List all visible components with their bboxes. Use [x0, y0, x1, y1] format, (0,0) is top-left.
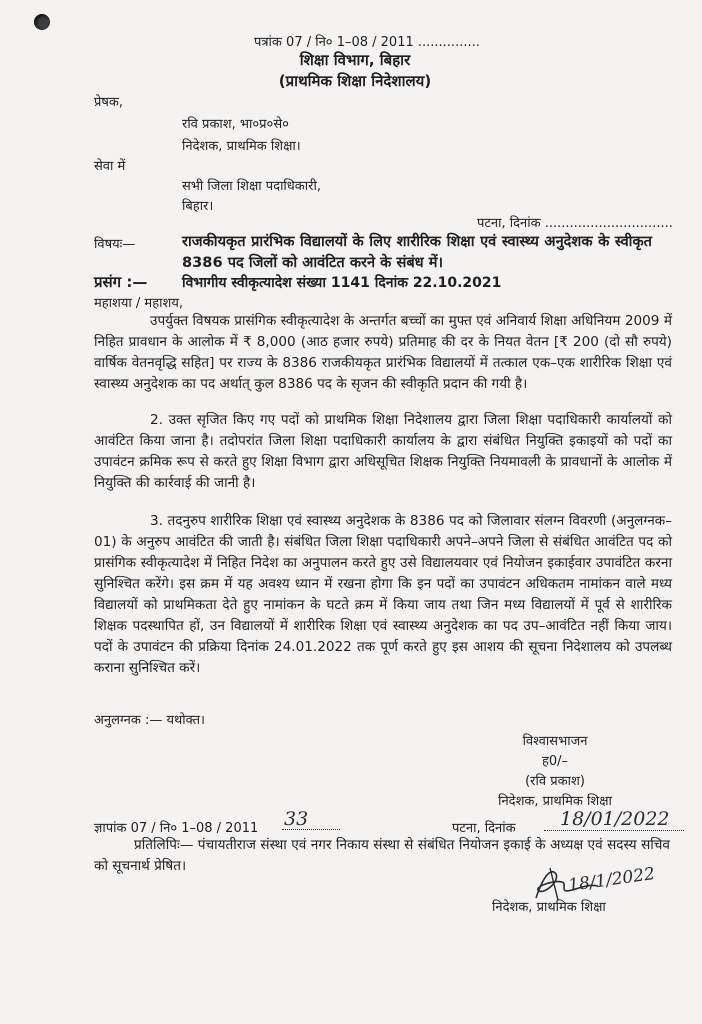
- subject-label: विषयः—: [94, 237, 136, 252]
- recipient-label: सेवा में: [94, 159, 126, 174]
- directorate-title: (प्राथमिक शिक्षा निदेशालय): [278, 72, 432, 90]
- sender-name: रवि प्रकाश, भा०प्र०से०: [182, 117, 289, 132]
- memo-place-date-label: पटना, दिनांक: [452, 821, 516, 836]
- handwritten-memo-number: 33: [284, 808, 309, 830]
- memo-number-line: [282, 829, 340, 830]
- reference-label: प्रसंग :—: [94, 273, 148, 291]
- paragraph-2-text: 2. उक्त सृजित किए गए पदों को प्राथमिक शिक्षा निदेशालय द्वारा जिला शिक्षा पदाधिकारी कार्यालयों को आवंटित किया जाना है। तदोपरांत जिला शिक्षा पदाधिकारी कार्यालय के द्वारा संबंधित नियुक्ति इकाइयों को पदों का उपावंटन क्रमिक रूप से करते हुए शिक्षा विभाग द्वारा अधिसूचित शिक्षक नियुक्ति नियमावली के प्रावधानों के आलोक में नियुक्ति की कार्रवाई की जानी है।: [94, 412, 672, 491]
- signed-mark: ह0/–: [541, 754, 569, 769]
- signatory-designation: निदेशक, प्राथमिक शिक्षा: [498, 794, 612, 809]
- punch-hole-icon: [34, 14, 50, 30]
- salutation: महाशया / महाशय,: [94, 296, 183, 311]
- letter-ref-number: पत्रांक 07 / नि० 1–08 / 2011 ...............: [254, 35, 480, 50]
- memo-ref-number: ज्ञापांक 07 / नि० 1–08 / 2011: [94, 821, 259, 836]
- paragraph-1: [94, 311, 672, 395]
- department-title: शिक्षा विभाग, बिहार: [299, 51, 411, 69]
- paragraph-3-text: 3. तदनुरुप शारीरिक शिक्षा एवं स्वास्थ्य अनुदेशक के 8386 पद को जिलावार संलग्न विवरणी (अनुलग्नक–01) के अनुरुप आवंटित की जाती है। संबंधित जिला शिक्षा पदाधिकारी अपने–अपने जिला से संबंधित आवंटित पद को प्रासंगिक स्वीकृत्यादेश में निहित निदेश का अनुपालन करते हुए उसे विद्यालयवार एवं नियोजन इकाईवार उपावंटित करना सुनिश्चित करेंगे। इस क्रम में यह अवश्य ध्यान में रखना होगा कि इन पदों का उपावंटन अधिकतम नामांकन वाले मध्य विद्यालयों को प्राथमिकता देते हुए नामांकन के घटते क्रम में किया जाय तथा जिन मध्य विद्यालयों में पूर्व से शारीरिक शिक्षक पदस्थापित हों, उन विद्यालयों में शारीरिक शिक्षा एवं स्वास्थ्य अनुदेशक का पद उप–आवंटित नहीं किया जाय। पदों के उपावंटन की प्रक्रिया दिनांक 24.01.2022 तक पूर्ण करते हुए इस आशय की सूचना निदेशालय को उपलब्ध कराना सुनिश्चित करें।: [94, 513, 672, 676]
- handwritten-signature-date: 18/1/2022: [567, 864, 657, 896]
- subject-text: राजकीयकृत प्रारंभिक विद्यालयों के लिए शारीरिक शिक्षा एवं स्वास्थ्य अनुदेशक के स्वीकृत 8386 पद जिलों को आवंटित करने के संबंध में।: [182, 233, 652, 271]
- closing: विश्वासभाजन: [522, 734, 588, 749]
- paragraph-3: [94, 511, 672, 679]
- sender-label: प्रेषक,: [94, 95, 124, 110]
- reference-text: विभागीय स्वीकृत्यादेश संख्या 1141 दिनांक 22.10.2021: [182, 275, 502, 291]
- copy-text: प्रतिलिपिः— पंचायतीराज संस्था एवं नगर निकाय संस्था से संबंधित नियोजन इकाई के अध्यक्ष एवं सदस्य सचिव को सूचनार्थ प्रेषित।: [94, 837, 670, 874]
- handwritten-memo-date: 18/01/2022: [560, 808, 670, 830]
- memo-date-line: [544, 830, 684, 831]
- recipient-line-2: बिहार।: [182, 199, 214, 214]
- paragraph-1-text: उपर्युक्त विषयक प्रासंगिक स्वीकृत्यादेश के अन्तर्गत बच्चों का मुफ्त एवं अनिवार्य शिक्षा अधिनियम 2009 में निहित प्रावधान के आलोक में ₹ 8,000 (आठ हजार रुपये) प्रतिमाह की दर के नियत वेतन [₹ 200 (दो सौ रुपये) वार्षिक वेतनवृद्धि सहित] पर राज्य के 8386 राजकीयकृत प्रारंभिक विद्यालयों में तत्काल एक–एक शारीरिक शिक्षा एवं स्वास्थ्य अनुदेशक का पद अर्थात् कुल 8386 पद के सृजन की स्वीकृति प्रदान की गयी है।: [94, 313, 672, 392]
- enclosure-note: अनुलग्नक :— यथोक्त।: [94, 713, 205, 728]
- paragraph-2: [94, 410, 672, 494]
- signatory-name: (रवि प्रकाश): [525, 774, 585, 789]
- recipient-line-1: सभी जिला शिक्षा पदाधिकारी,: [182, 179, 321, 194]
- place-date: पटना, दिनांक ...............................: [477, 216, 673, 231]
- sender-designation: निदेशक, प्राथमिक शिक्षा।: [182, 139, 301, 154]
- memo-designation: निदेशक, प्राथमिक शिक्षा: [492, 900, 606, 915]
